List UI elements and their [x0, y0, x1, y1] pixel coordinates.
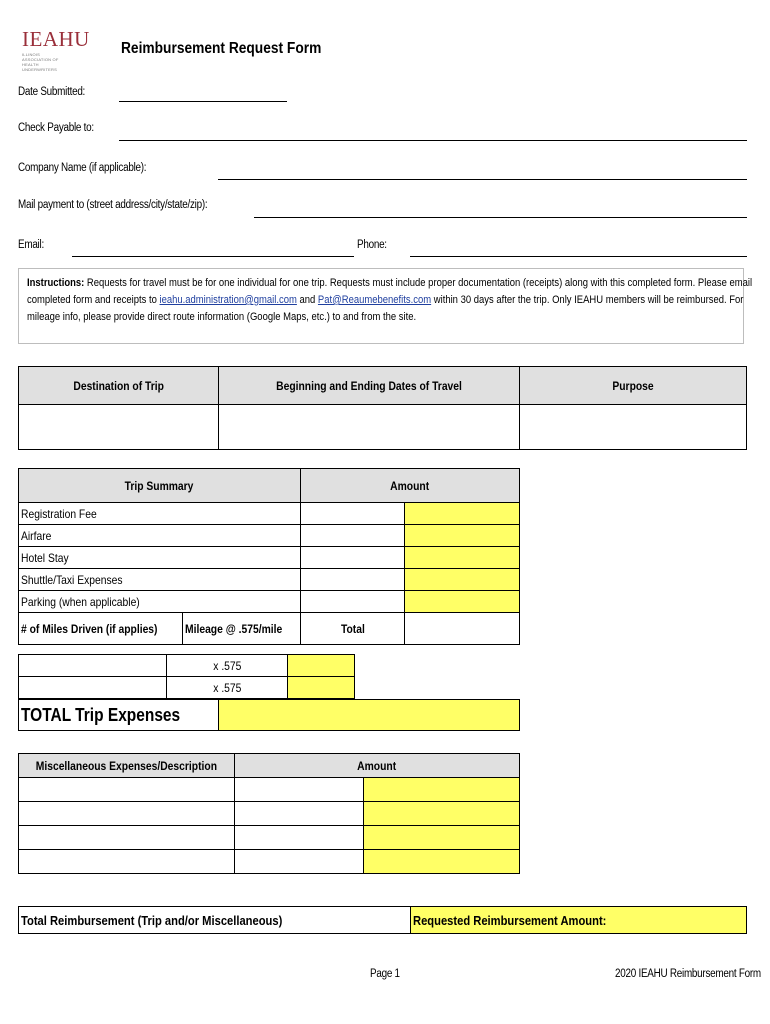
form-name: 2020 IEAHU Reimbursement Form	[615, 968, 761, 980]
misc-note-3[interactable]	[234, 826, 363, 850]
misc-note-2[interactable]	[234, 802, 363, 826]
table-row	[19, 547, 520, 569]
table-row	[19, 802, 520, 826]
requested-amount-field[interactable]	[411, 907, 747, 934]
misc-amount-3[interactable]	[364, 826, 520, 850]
parking-label: Parking (when applicable)	[19, 591, 301, 613]
misc-description-3[interactable]	[19, 826, 235, 850]
trip-table	[18, 366, 747, 450]
purpose-cell[interactable]	[520, 405, 747, 450]
email-field[interactable]	[72, 256, 354, 257]
hotel-stay-label: Hotel Stay	[19, 547, 301, 569]
total-trip-amount[interactable]	[219, 700, 520, 731]
page-title: Reimbursement Request Form	[121, 40, 322, 57]
phone-field[interactable]	[410, 256, 747, 257]
registration-fee-amount[interactable]	[405, 503, 520, 525]
table-row	[19, 591, 520, 613]
destination-header: Destination of Trip	[19, 367, 219, 405]
airfare-note[interactable]	[300, 525, 404, 547]
mail-payment-field[interactable]	[254, 217, 747, 218]
hotel-stay-amount[interactable]	[405, 547, 520, 569]
admin-email-link[interactable]: ieahu.administration@gmail.com	[159, 294, 297, 306]
instructions-text-1: Requests for travel must be for one individual for one trip. Requests must include proper documentation (receipts) along with this completed form. Please email completed form and receipts to	[27, 277, 753, 306]
mileage-total-1[interactable]	[288, 655, 355, 677]
phone-label: Phone:	[357, 239, 387, 251]
check-payable-label: Check Payable to:	[18, 122, 94, 134]
total-reimbursement-label: Total Reimbursement (Trip and/or Miscellaneous)	[19, 907, 411, 934]
parking-note[interactable]	[300, 591, 404, 613]
destination-cell[interactable]	[19, 405, 219, 450]
date-submitted-field[interactable]	[119, 101, 287, 102]
table-row	[19, 850, 520, 874]
logo	[22, 27, 90, 72]
shuttle-taxi-amount[interactable]	[405, 569, 520, 591]
instructions-text-2: within 30 days after the trip. Only IEAHU members will be reimbursed. For mileage info, please provide direct route information (Google Maps, etc.) to and from the site.	[27, 294, 744, 323]
misc-description-header: Miscellaneous Expenses/Description	[19, 754, 235, 778]
table-row	[19, 569, 520, 591]
misc-amount-header: Amount	[234, 754, 519, 778]
total-reimbursement-table	[18, 906, 747, 934]
mileage-blank	[405, 613, 520, 645]
pat-email-link[interactable]: Pat@Reaumebenefits.com	[317, 294, 432, 306]
registration-fee-note[interactable]	[300, 503, 404, 525]
trip-summary-header: Trip Summary	[19, 469, 301, 503]
parking-amount[interactable]	[405, 591, 520, 613]
instructions-label: Instructions:	[27, 277, 85, 289]
instructions-and: and	[296, 294, 318, 306]
company-name-label: Company Name (if applicable):	[18, 162, 147, 174]
mileage-total-2[interactable]	[288, 677, 355, 699]
table-row	[19, 778, 520, 802]
table-row	[19, 503, 520, 525]
miles-driven-2[interactable]	[19, 677, 167, 699]
trip-summary-table	[18, 468, 520, 645]
table-row	[19, 525, 520, 547]
airfare-amount[interactable]	[405, 525, 520, 547]
total-trip-table	[18, 699, 520, 731]
shuttle-taxi-label: Shuttle/Taxi Expenses	[19, 569, 301, 591]
miles-driven-header: # of Miles Driven (if applies)	[19, 613, 183, 645]
misc-note-1[interactable]	[234, 778, 363, 802]
purpose-header: Purpose	[520, 367, 747, 405]
hotel-stay-note[interactable]	[300, 547, 404, 569]
check-payable-field[interactable]	[119, 140, 747, 141]
shuttle-taxi-note[interactable]	[300, 569, 404, 591]
table-row	[19, 655, 355, 677]
dates-cell[interactable]	[219, 405, 520, 450]
total-trip-label: TOTAL Trip Expenses	[19, 700, 219, 731]
misc-description-1[interactable]	[19, 778, 235, 802]
email-label: Email:	[18, 239, 44, 251]
misc-description-2[interactable]	[19, 802, 235, 826]
airfare-label: Airfare	[19, 525, 301, 547]
miles-driven-1[interactable]	[19, 655, 167, 677]
mileage-rate-2: x .575	[166, 677, 288, 699]
misc-amount-2[interactable]	[364, 802, 520, 826]
registration-fee-label: Registration Fee	[19, 503, 301, 525]
page-number: Page 1	[370, 968, 400, 980]
mileage-total-header: Total	[300, 613, 404, 645]
misc-amount-1[interactable]	[364, 778, 520, 802]
amount-header: Amount	[300, 469, 519, 503]
table-row	[19, 677, 355, 699]
logo-subtext: ILLINOIS ASSOCIATION OF HEALTH UNDERWRITERS	[22, 52, 59, 72]
misc-amount-4[interactable]	[364, 850, 520, 874]
requested-amount-label: Requested Reimbursement Amount:	[413, 912, 607, 928]
table-row	[19, 826, 520, 850]
date-submitted-label: Date Submitted:	[18, 86, 86, 98]
misc-expenses-table	[18, 753, 520, 874]
mail-payment-label: Mail payment to (street address/city/state/zip):	[18, 199, 208, 211]
company-name-field[interactable]	[218, 179, 747, 180]
logo-text: IEAHU	[22, 27, 90, 51]
mileage-rate-1: x .575	[166, 655, 288, 677]
misc-description-4[interactable]	[19, 850, 235, 874]
instructions-box	[18, 268, 753, 344]
misc-note-4[interactable]	[234, 850, 363, 874]
mileage-table	[18, 654, 355, 699]
mileage-header: Mileage @ .575/mile	[182, 613, 300, 645]
dates-header: Beginning and Ending Dates of Travel	[219, 367, 520, 405]
